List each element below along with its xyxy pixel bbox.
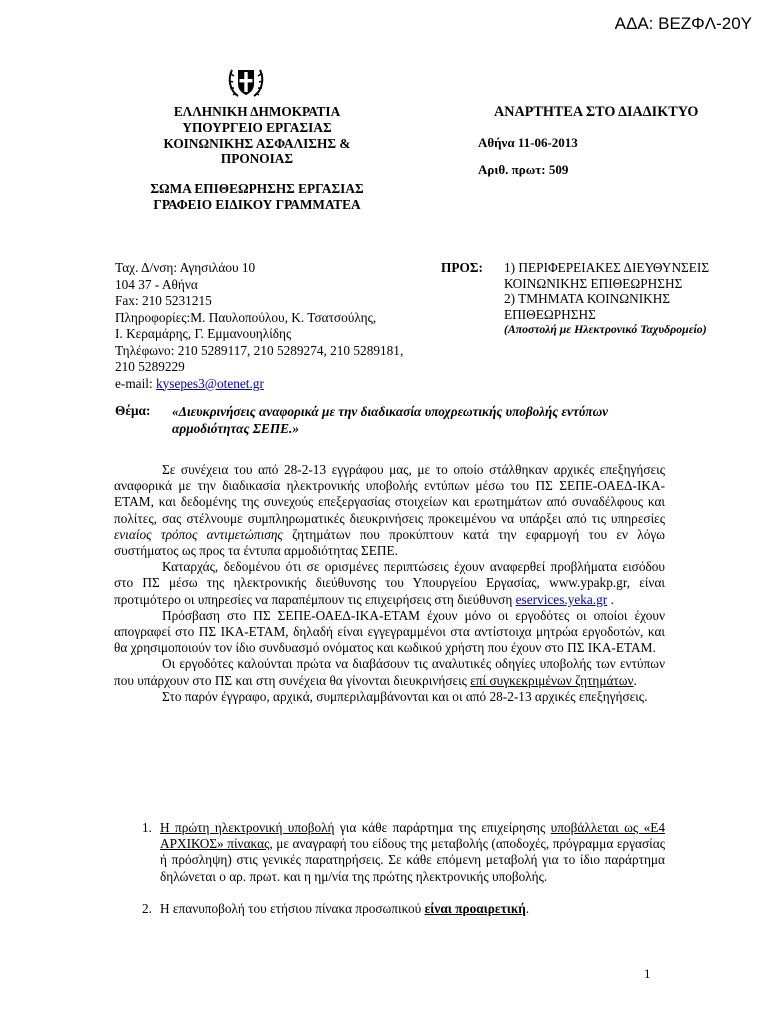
- text-run: .: [607, 591, 614, 607]
- paragraph: Στο παρόν έγγραφο, αρχικά, συμπεριλαμβάνονται και οι από 28-2-13 αρχικές επεξηγήσεις.: [162, 688, 648, 704]
- bold-underlined-text: είναι προαιρετική: [424, 900, 526, 916]
- ada-code: ΑΔΑ: ΒΕΖΦΛ-20Υ: [614, 14, 752, 33]
- contact-block: [115, 260, 445, 392]
- paragraph: [114, 462, 665, 559]
- recipients-list: [504, 260, 754, 338]
- contact-phone: 210 5289229: [115, 359, 185, 374]
- contact-email-row: [115, 376, 445, 393]
- recipients-note: (Αποστολή με Ηλεκτρονικό Ταχυδρομείο): [504, 322, 707, 336]
- issuer-line: ΣΩΜΑ ΕΠΙΘΕΩΡΗΣΗΣ ΕΡΓΑΣΙΑΣ: [150, 181, 364, 197]
- post-notice: ΑΝΑΡΤΗΤΕΑ ΣΤΟ ΔΙΑΔΙΚΤΥΟ: [494, 104, 699, 120]
- recipient-line: ΚΟΙΝΩΝΙΚΗΣ ΕΠΙΘΕΩΡΗΣΗΣ: [504, 275, 683, 291]
- paragraph: [114, 656, 665, 688]
- document-date: Αθήνα 11-06-2013: [478, 134, 578, 150]
- text-run: , με αναγραφή του είδους της μεταβολής (αποδοχές, πρόγραμμα εργασίας ή πρόσληψη) στις γενικές παρατηρήσεις. Σε κάθε επόμενη μεταβολή για το ίδιο παράρτημα δηλώνεται ο αρ. πρωτ. και η ημ/νία της πρώτης ηλεκτρονικής υποβολής.: [160, 836, 665, 884]
- text-run: ζητημάτων που προκύπτουν κατά την εφαρμογή του εν λόγω συστήματος ως προς τα έντυπα αρμοδιότητας ΣΕΠΕ.: [114, 526, 666, 559]
- recipients-label: ΠΡΟΣ:: [441, 260, 483, 275]
- underlined-text: Η πρώτη ηλεκτρονική υποβολή: [160, 820, 335, 835]
- paragraph: [114, 559, 665, 608]
- issuer-line: ΕΛΛΗΝΙΚΗ ΔΗΜΟΚΡΑΤΙΑ: [173, 104, 341, 119]
- greek-coat-of-arms-icon: [226, 64, 266, 100]
- issuer-line: ΚΟΙΝΩΝΙΚΗΣ ΑΣΦΑΛΙΣΗΣ &: [163, 135, 351, 151]
- eservices-link[interactable]: eservices.yeka.gr: [515, 591, 608, 607]
- recipient-line: 1) ΠΕΡΙΦΕΡΕΙΑΚΕΣ ΔΙΕΥΘΥΝΣΕΙΣ: [504, 260, 710, 275]
- numbered-list: [114, 820, 665, 933]
- subject-label: Θέμα:: [115, 403, 151, 418]
- document-body: [114, 462, 665, 705]
- underlined-text: επί συγκεκριμένων ζητημάτων: [470, 672, 634, 688]
- text-run: Η επανυποβολή του ετήσιου πίνακα προσωπικού: [160, 900, 425, 916]
- text-run: .: [633, 672, 637, 688]
- protocol-number: Αριθ. πρωτ: 509: [478, 162, 569, 177]
- underlined-text: υποβάλλεται ως «Ε4 ΑΡΧΙΚΟΣ» πίνακας: [160, 820, 665, 852]
- page-number: 1: [644, 966, 651, 981]
- list-text: [160, 901, 665, 917]
- document-meta: [478, 104, 698, 190]
- text-run: Σε συνέχεια του από 28-2-13 εγγράφου μας, με το οποίο στάλθηκαν αρχικές επεξηγήσεις αναφορικά με την διαδικασία ηλεκτρονικής υποβολής εντύπων μέσω του ΠΣ ΣΕΠΕ-ΟΑΕΔ-ΙΚΑ-ΕΤΑΜ, και δεδομένης της συνεχούς επεξεργασίας στοιχείων και ερωτημάτων από συναδέλφους και πολίτες, σας στέλνουμε συμπληρωματικές διευκρινήσεις προκειμένου να υπάρξει από τις υπηρεσίες: [114, 462, 665, 526]
- issuer-line: ΥΠΟΥΡΓΕΙΟ ΕΡΓΑΣΙΑΣ: [182, 119, 332, 135]
- list-item: [114, 820, 665, 885]
- issuer-block: [128, 104, 386, 213]
- text-run: Καταρχάς, δεδομένου ότι σε ορισμένες περιπτώσεις έχουν αναφερθεί προβλήματα εισόδου στο ΠΣ μέσω της ηλεκτρονικής διεύθυνσης του Υπουργείου Εργασίας, www.ypakp.gr, είναι προτιμότερο οι υπηρεσίες να παραπέμπουν τις επιχειρήσεις στη διεύθυνση: [114, 559, 665, 607]
- paragraph: Πρόσβαση στο ΠΣ ΣΕΠΕ-ΟΑΕΔ-ΙΚΑ-ΕΤΑΜ έχουν μόνο οι εργοδότες οι οποίοι έχουν απογραφεί στο ΠΣ ΙΚΑ-ΕΤΑΜ, δηλαδή είναι εγγεγραμμένοι στα αντίστοιχα μητρώα εργοδοτών, και θα χρησιμοποιούν τον ίδιο συνδυασμό ονόματος και κωδικού χρήστη που έχουν στο ΠΣ ΙΚΑ-ΕΤΑΜ.: [114, 607, 665, 656]
- list-text: [160, 820, 665, 885]
- contact-phone: Τηλέφωνο: 210 5289117, 210 5289274, 210 5289181,: [115, 342, 404, 358]
- emphasis-text: ενιαίος τρόπος αντιμετώπισης: [114, 526, 283, 542]
- list-number: 1.: [142, 820, 152, 835]
- text-run: .: [525, 900, 530, 916]
- list-number: 2.: [142, 900, 152, 916]
- list-item: [114, 901, 665, 917]
- recipient-line: ΕΠΙΘΕΩΡΗΣΗΣ: [504, 306, 596, 322]
- contact-address: Ταχ. Δ/νση: Αγησιλάου 10: [115, 260, 256, 275]
- issuer-line: ΠΡΟΝΟΙΑΣ: [220, 151, 294, 167]
- text-run: Οι εργοδότες καλούνται πρώτα να διαβάσουν τις αναλυτικές οδηγίες υποβολής των εντύπων που υπάρχουν στο ΠΣ και στη συνέχεια θα γίνονται διευκρινήσεις: [114, 656, 665, 688]
- issuer-line: ΓΡΑΦΕΙΟ ΕΙΔΙΚΟΥ ΓΡΑΜΜΑΤΕΑ: [153, 196, 361, 212]
- text-run: για κάθε παράρτημα της επιχείρησης: [334, 820, 551, 835]
- contact-postal: 104 37 - Αθήνα: [115, 276, 198, 292]
- recipient-line: 2) ΤΜΗΜΑΤΑ ΚΟΙΝΩΝΙΚΗΣ: [504, 291, 671, 306]
- contact-info: Ι. Κεραμάρης, Γ. Εμμανουηλίδης: [115, 326, 292, 341]
- email-link[interactable]: kysepes3@otenet.gr: [155, 375, 264, 391]
- email-label: e-mail:: [115, 375, 156, 391]
- contact-fax: Fax: 210 5231215: [115, 293, 212, 308]
- subject-text: «Διευκρινήσεις αναφορικά με την διαδικασία υποχρεωτικής υποβολής εντύπων αρμοδιότητας ΣΕΠΕ.»: [172, 404, 609, 436]
- contact-info: Πληροφορίες:Μ. Παυλοπούλου, Κ. Τσατσούλης,: [115, 309, 377, 325]
